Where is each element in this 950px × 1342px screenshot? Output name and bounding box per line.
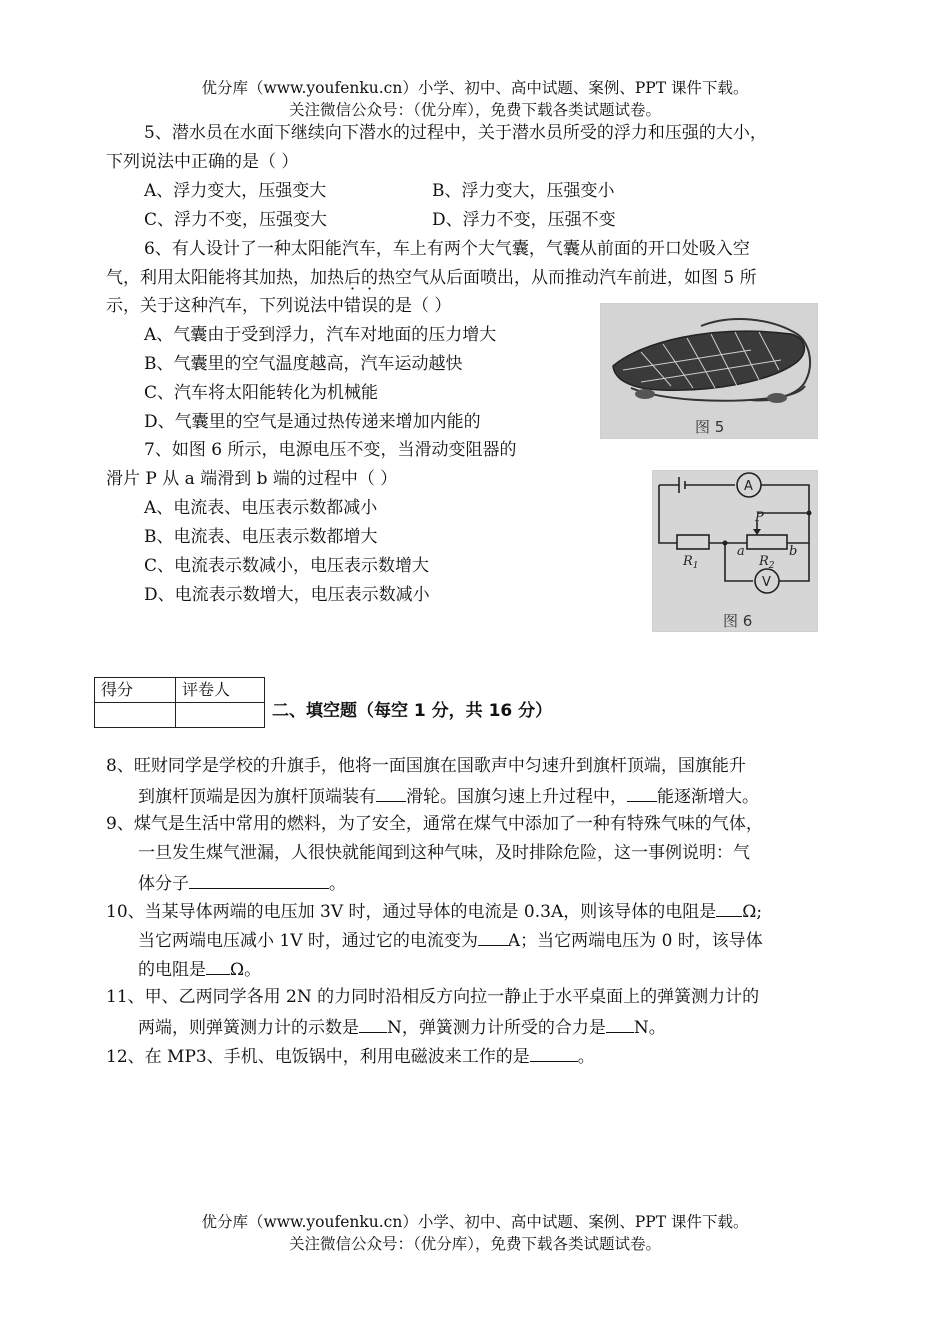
voltmeter-label: V	[762, 575, 771, 590]
q10-line3: 的电阻是 Ω。	[138, 956, 261, 982]
q5-option-c: C、浮力不变，压强变大	[144, 210, 328, 230]
score-cell[interactable]	[95, 703, 176, 728]
q6-line3: 示，关于这种汽车，下列说法中错误的是（ ）	[106, 296, 452, 316]
q6-option-a: A、气囊由于受到浮力，汽车对地面的压力增大	[144, 325, 497, 345]
answer-blank[interactable]	[530, 1043, 578, 1062]
q11-line2: 两端，则弹簧测力计的示数是 N，弹簧测力计所受的合力是 N。	[138, 1014, 666, 1040]
q7-option-d: D、电流表示数增大，电压表示数减小	[144, 585, 430, 605]
page-header-line1: 优分库（www.youfenku.cn）小学、初中、高中试题、案例、PPT 课件下载。	[201, 79, 749, 97]
q5-line1: 5、潜水员在水面下继续向下潜水的过程中，关于潜水员所受的浮力和压强的大小，	[144, 123, 767, 143]
q7-line1: 7、如图 6 所示，电源电压不变，当滑动变阻器的	[144, 440, 517, 460]
grader-cell[interactable]	[176, 703, 265, 728]
q5-option-b: B、浮力变大，压强变小	[432, 181, 615, 201]
q6-option-d: D、气囊里的空气是通过热传递来增加内能的	[144, 412, 481, 432]
circuit-diagram	[653, 471, 817, 631]
score-header: 得分	[95, 678, 176, 703]
q7-option-a: A、电流表、电压表示数都减小	[144, 498, 378, 518]
ammeter-label: A	[744, 479, 753, 494]
q9-line1: 9、煤气是生活中常用的燃料，为了安全，通常在煤气中添加了一种有特殊气味的气体，	[106, 814, 763, 834]
q8-line2: 到旗杆顶端是因为旗杆顶端装有 滑轮。国旗匀速上升过程中， 能逐渐增大。	[138, 783, 759, 809]
answer-blank[interactable]	[206, 956, 230, 975]
figure-5-solar-car	[600, 303, 818, 439]
q8-line1: 8、旺财同学是学校的升旗手，他将一面国旗在国歌声中匀速升到旗杆顶端，国旗能升	[106, 756, 746, 776]
q5-option-a: A、浮力变大，压强变大	[144, 181, 327, 201]
q5-option-d: D、浮力不变，压强不变	[432, 210, 616, 230]
q12-line1: 12、在 MP3、手机、电饭锅中，利用电磁波来工作的是 。	[106, 1043, 595, 1069]
figure-6-caption: 图 6	[723, 612, 753, 630]
q10-line1: 10、当某导体两端的电压加 3V 时，通过导体的电流是 0.3A，则该导体的电阻是 Ω;	[106, 898, 762, 924]
emphasis-char: 误	[361, 296, 378, 316]
page-footer-line2: 关注微信公众号：（优分库），免费下载各类试题试卷。	[288, 1235, 661, 1253]
q5-line2: 下列说法中正确的是（ ）	[106, 152, 299, 172]
score-table	[94, 677, 265, 728]
q6-option-b: B、气囊里的空气温度越高，汽车运动越快	[144, 354, 463, 374]
answer-blank[interactable]	[359, 1014, 387, 1033]
answer-blank[interactable]	[716, 898, 742, 917]
end-a-label: a	[737, 544, 745, 559]
q6-line1: 6、有人设计了一种太阳能汽车，车上有两个大气囊，气囊从前面的开口处吸入空	[144, 239, 750, 259]
answer-blank[interactable]	[376, 783, 406, 802]
q7-line2: 滑片 P 从 a 端滑到 b 端的过程中（ ）	[106, 469, 398, 489]
r1-label: $R_1$	[683, 554, 699, 571]
answer-blank[interactable]	[606, 1014, 634, 1033]
emphasis-char: 错	[344, 296, 361, 316]
q11-line1: 11、甲、乙两同学各用 2N 的力同时沿相反方向拉一静止于水平桌面上的弹簧测力计的	[106, 987, 760, 1007]
q10-line2: 当它两端电压减小 1V 时，通过它的电流变为 A；当它两端电压为 0 时，该导体	[138, 927, 763, 953]
answer-blank[interactable]	[189, 870, 329, 889]
r2-label: $R_2$	[759, 554, 775, 571]
end-b-label: b	[789, 544, 798, 559]
section-2-title: 二、填空题（每空 1 分，共 16 分）	[272, 701, 553, 721]
page-header-line2: 关注微信公众号：（优分库），免费下载各类试题试卷。	[288, 101, 661, 119]
figure-6-circuit	[652, 470, 818, 632]
q6-line2: 气，利用太阳能将其加热，加热后的热空气从后面喷出，从而推动汽车前进，如图 5 所	[106, 268, 757, 288]
q9-line3: 体分子 。	[138, 870, 346, 896]
slider-p-label: P	[755, 510, 764, 525]
q7-option-b: B、电流表、电压表示数都增大	[144, 527, 378, 547]
grader-header: 评卷人	[176, 678, 265, 703]
answer-blank[interactable]	[627, 783, 657, 802]
page-footer-line1: 优分库（www.youfenku.cn）小学、初中、高中试题、案例、PPT 课件下载。	[201, 1213, 749, 1231]
q7-option-c: C、电流表示数减小，电压表示数增大	[144, 556, 430, 576]
figure-5-caption: 图 5	[695, 418, 725, 436]
q9-line2: 一旦发生煤气泄漏，人很快就能闻到这种气味，及时排除危险，这一事例说明：气	[138, 843, 750, 863]
answer-blank[interactable]	[478, 927, 508, 946]
q6-option-c: C、汽车将太阳能转化为机械能	[144, 383, 379, 403]
